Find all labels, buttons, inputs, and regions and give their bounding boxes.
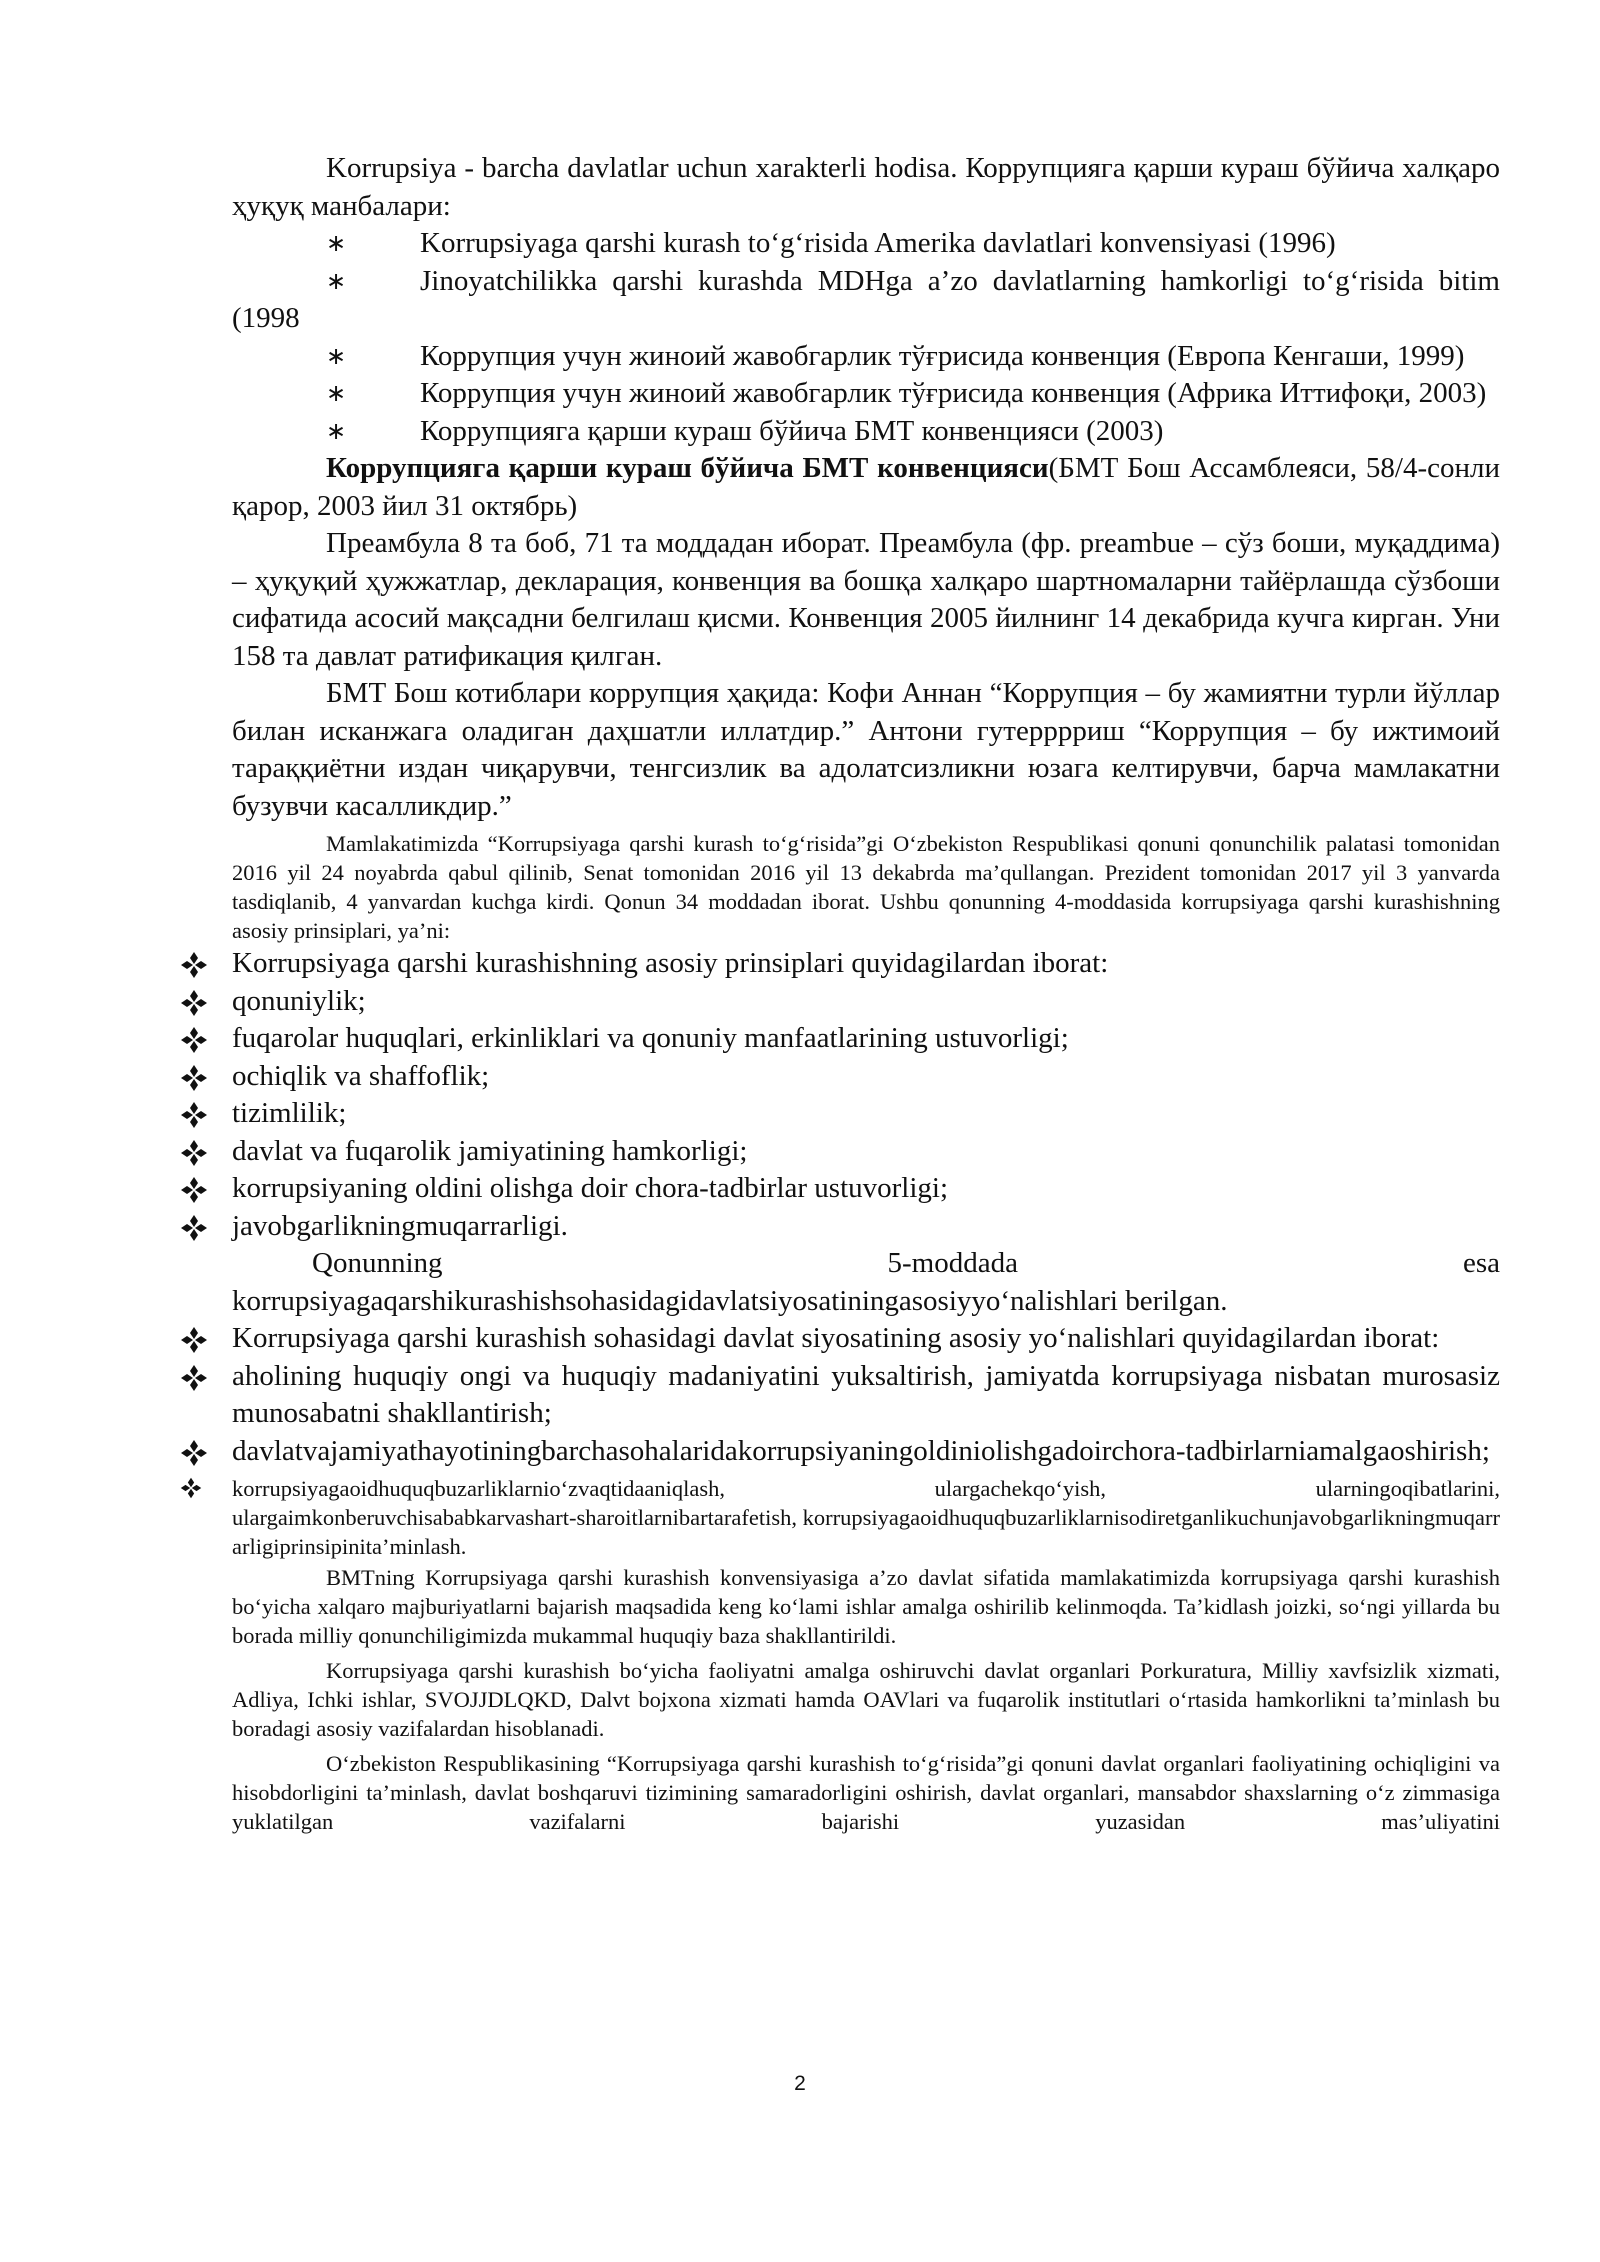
diamond-bullet-icon (180, 1026, 208, 1054)
law-paragraph: Mamlakatimizda “Korrupsiyaga qarshi kurash to‘g‘risida”gi O‘zbekiston Respublikasi qonuni qonunchilik palatasi tomonidan 2016 yil 24 noyabrda qabul qilinib, Senat tomonidan 2016 yil 13 dekabrda ma’qullangan. Prezident tomonidan 2017 yil 3 yanvarda tasdiqlanib, 4 yanvardan kuchga kirdi. Qonun 34 moddadan iborat. Ushbu qonunning 4-moddasida korrupsiyaga qarshi kurashishning asosiy prinsiplari, ya’ni: (232, 831, 1500, 943)
document-page (232, 150, 1500, 1836)
diamond-bullet-icon (180, 1364, 208, 1392)
source-item: ∗ Korrupsiyaga qarshi kurash to‘g‘risida Amerika davlatlari konvensiyasi (1996) (232, 225, 1500, 263)
article5-continuation: korrupsiyagaqarshikurashishsohasidagidavlatsiyosatiningasosiyyo‘nalishlari berilgan. (232, 1284, 1228, 1317)
list-item: aholining huquqiy ongi va huquqiy madaniyatini yuksaltirish, jamiyatda korrupsiyaga nisbatan murosasiz munosabatni shakllantirish; (232, 1358, 1500, 1433)
un-convention-paragraph: Коррупцияга қарши кураш бўйича БМТ конвенцияси(БМТ Бош Ассамблеяси, 58/4-сонли қарор, 2003 йил 31 октябрь) (232, 452, 1500, 522)
principles-list (232, 945, 1500, 1245)
source-item: ∗ Коррупция учун жиноий жавобгарлик тўғрисида конвенция (Европа Кенгаши, 1999) (232, 338, 1500, 376)
article5-line: Qonunning 5-moddada esa (312, 1247, 1500, 1279)
diamond-bullet-icon (180, 1326, 208, 1354)
diamond-bullet-icon (180, 1139, 208, 1167)
list-item: korrupsiyagaoidhuquqbuzarliklarnio‘zvaqtidaaniqlash, ulargachekqo‘yish, ularningoqibatlarini, ulargaimkonberuvchisababkarvashart-sharoitlarnibartarafetish, korrupsiyagaoidhuquqbuzarliklarnisodiretganlikuchunjavobgarlikningmuqarrarligiprinsipinita’minlash. (232, 1474, 1500, 1561)
source-item: ∗ Коррупция учун жиноий жавобгарлик тўғрисида конвенция (Африка Иттифоқи, 2003) (232, 375, 1500, 413)
list-item: Korrupsiyaga qarshi kurashish sohasidagi davlat siyosatining asosiy yo‘nalishlari quyidagilardan iborat: (232, 1320, 1500, 1358)
diamond-bullet-icon (180, 1101, 208, 1129)
asterisk-icon: ∗ (326, 416, 347, 445)
sources-list (232, 225, 1500, 450)
list-item: korrupsiyaning oldini olishga doir chora-tadbirlar ustuvorligi; (232, 1170, 1500, 1208)
list-item: qonuniylik; (232, 983, 1500, 1021)
asterisk-icon: ∗ (326, 229, 347, 257)
last-paragraph: O‘zbekiston Respublikasining “Korrupsiyaga qarshi kurashish to‘g‘risida”gi qonuni davlat organlari faoliyatining ochiqligini va hisobdorligini ta’minlash, davlat boshqaruvi tizimining samaradorligini oshirish, davlat organlari, mansabdor shaxslarning o‘z zimmasiga yuklatilgan vazifalarni bajarishi yuzasidan mas’uliyatini (232, 1751, 1500, 1834)
list-item: fuqarolar huquqlari, erkinliklari va qonuniy manfaatlarining ustuvorligi; (232, 1020, 1500, 1058)
un-convention-title: Коррупцияга қарши кураш бўйича БМТ конвенцияси (326, 452, 1049, 484)
list-item: davlatvajamiyathayotiningbarchasohalaridakorrupsiyaningoldiniolishgadoirchora-tadbirlarniamalgaoshirish; (232, 1433, 1500, 1471)
diamond-bullet-icon (180, 1477, 202, 1499)
preamble-paragraph: Преамбула 8 та боб, 71 та моддадан иборат. Преамбула (фр. preambue – сўз боши, муқаддима) – ҳуқуқий ҳужжатлар, декларация, конвенция ва бошқа халқаро шартномаларни тайёрлашда сўзбоши сифатида асосий мақсадни белгилаш қисми. Конвенция 2005 йилнинг 14 декабрида кучга кирган. Уни 158 та давлат ратификация қилган. (232, 527, 1500, 672)
source-item: ∗ Jinoyatchilikka qarshi kurashda MDHga a’zo davlatlarning hamkorligi to‘g‘risida bitim (1998 (232, 264, 1500, 334)
list-item: davlat va fuqarolik jamiyatining hamkorligi; (232, 1133, 1500, 1171)
diamond-bullet-icon (180, 1214, 208, 1242)
quotes-paragraph: БМТ Бош котиблари коррупция ҳақида: Кофи Аннан “Коррупция – бу жамиятни турли йўллар билан исканжага оладиган даҳшатли иллатдир.” Антони гутерррриш “Коррупция – бу ижтимоий тараққиётни издан чиқарувчи, тенгсизлик ва адолатсизликни юзага келтирувчи, барча мамлакатни бузувчи касалликдир.” (232, 677, 1500, 822)
organs-paragraph: Korrupsiyaga qarshi kurashish bo‘yicha faoliyatni amalga oshiruvchi davlat organlari Porkuratura, Milliy xavfsizlik xizmati, Adliya, Ichki ishlar, SVOJJDLQKD, Dalvt bojxona xizmati hamda OAVlari va fuqarolik institutlari o‘rtasida hamkorlikni ta’minlash bu boradagi asosiy vazifalardan hisoblanadi. (232, 1658, 1500, 1741)
bmt-paragraph: BMTning Korrupsiyaga qarshi kurashish konvensiyasiga a’zo davlat sifatida mamlakatimizda korrupsiyaga qarshi kurashish bo‘yicha xalqaro majburiyatlarni bajarish maqsadida keng ko‘lami ishlar amalga oshirilib kelinmoqda. Ta’kidlash joizki, so‘ngi yillarda bu borada milliy qonunchiligimizda mukammal huquqiy baza shakllantirildi. (232, 1565, 1500, 1648)
diamond-bullet-icon (180, 1176, 208, 1204)
asterisk-icon: ∗ (326, 379, 347, 407)
page-number: 2 (794, 2072, 806, 2095)
diamond-bullet-icon (180, 951, 208, 979)
asterisk-icon: ∗ (326, 341, 347, 370)
directions-list (232, 1320, 1500, 1561)
diamond-bullet-icon (180, 1439, 208, 1467)
asterisk-icon: ∗ (326, 266, 347, 295)
diamond-bullet-icon (180, 1064, 208, 1092)
source-item: ∗ Коррупцияга қарши кураш бўйича БМТ конвенцияси (2003) (232, 413, 1500, 451)
list-item: ochiqlik va shaffoflik; (232, 1058, 1500, 1096)
list-item: Korrupsiyaga qarshi kurashishning asosiy prinsiplari quyidagilardan iborat: (232, 945, 1500, 983)
list-item: javobgarlikningmuqarrarligi. (232, 1208, 1500, 1246)
intro-paragraph: Korrupsiya - barcha davlatlar uchun xarakterli hodisa. Коррупцияга қарши кураш бўйича халқаро ҳуқуқ манбалари: (232, 152, 1500, 222)
list-item: tizimlilik; (232, 1095, 1500, 1133)
diamond-bullet-icon (180, 989, 208, 1017)
